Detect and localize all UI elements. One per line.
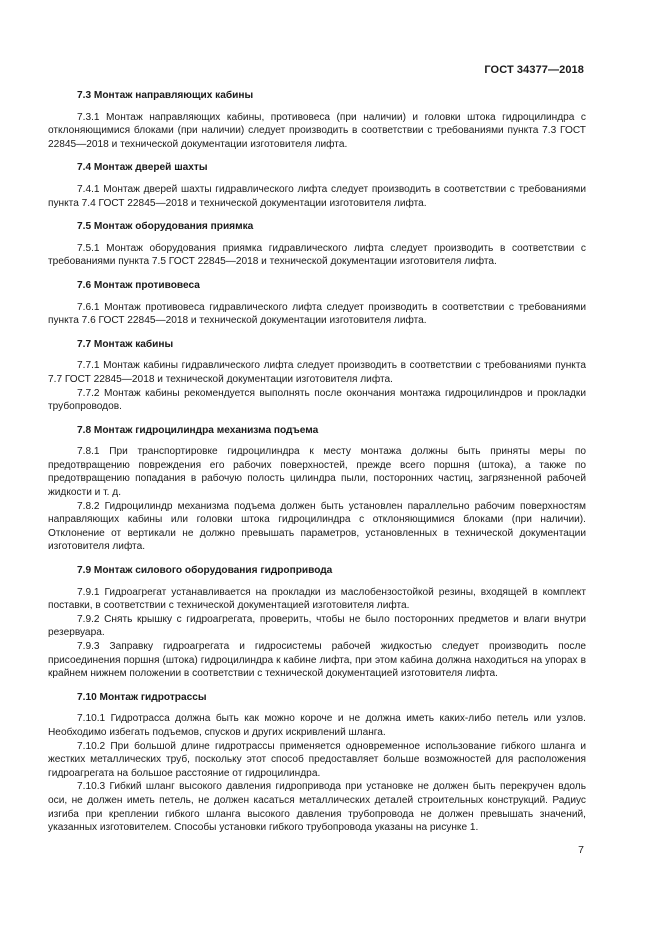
section-title: 7.3 Монтаж направляющих кабины [77, 90, 254, 101]
page-number: 7 [578, 844, 584, 856]
paragraph: 7.3.1 Монтаж направляющих кабины, противовеса (при наличии) и головки штока гидроцилиндра с отклоняющимися блоками (при наличии) следует производить в соответствии с требованиями пункта 7.3 ГОСТ 22845—2018 и технической документации изготовителя лифта. [48, 111, 586, 150]
document-body [48, 89, 586, 845]
paragraph: 7.7.1 Монтаж кабины гидравлического лифта следует производить в соответствии с требованиями пункта 7.7 ГОСТ 22845—2018 и технической документации изготовителя лифта. [48, 360, 586, 385]
section-title: 7.6 Монтаж противовеса [77, 279, 200, 291]
paragraph: 7.8.2 Гидроцилиндр механизма подъема должен быть установлен параллельно рабочим поверхностям направляющих кабины или головки штока гидроцилиндра с отклоняющимися блоками (при наличии). Отклонение от вертикали не должно превышать параметров, установленных в технической документации изготовителя лифта. [48, 500, 586, 553]
paragraph: 7.9.1 Гидроагрегат устанавливается на прокладки из маслобензостойкой резины, входящей в комплект поставки, в соответствии с технической документацией изготовителя лифта. [48, 586, 586, 612]
document-code-header: ГОСТ 34377—2018 [484, 64, 584, 76]
paragraph: 7.6.1 Монтаж противовеса гидравлического лифта следует производить в соответствии с требованиями пункта 7.6 ГОСТ 22845—2018 и технической документации изготовителя лифта. [48, 301, 586, 327]
paragraph: 7.10.1 Гидротрасса должна быть как можно короче и не должна иметь каких-либо петель или узлов. Необходимо избегать подъемов, спусков и других искривлений шланга. [48, 713, 586, 738]
paragraph: 7.10.2 При большой длине гидротрассы применяется одновременное использование гибкого шланга и жестких металлических труб, поскольку этот способ предоставляет больше возможностей для расположения гидроагрегата на большое расстояние от гидроцилиндра. [48, 740, 586, 779]
section-title: 7.10 Монтаж гидротрассы [77, 691, 207, 703]
section-title: 7.7 Монтаж кабины [77, 338, 174, 350]
section-7-9 [48, 564, 586, 681]
section-title: 7.9 Монтаж силового оборудования гидропривода [77, 565, 333, 577]
section-title: 7.5 Монтаж оборудования приямка [77, 221, 254, 233]
section-7-6 [48, 279, 586, 328]
section-7-7 [48, 338, 586, 414]
paragraph: 7.7.2 Монтаж кабины рекомендуется выполнять после окончания монтажа гидроцилиндров и прокладки трубопроводов. [48, 387, 586, 413]
section-title: 7.8 Монтаж гидроцилиндра механизма подъема [77, 424, 319, 436]
paragraph: 7.9.2 Снять крышку с гидроагрегата, проверить, чтобы не было посторонних предметов и влаги внутри резервуара. [48, 613, 586, 639]
section-title: 7.4 Монтаж дверей шахты [77, 162, 208, 174]
paragraph: 7.10.3 Гибкий шланг высокого давления гидропривода при установке не должен быть перекручен вдоль оси, не должен иметь петель, не должен касаться металлических деталей строительных конструкций. Радиус изгиба при креплении гибкого шланга высокого давления трубопровода не должен превышать значений, указанных изготовителем. Способы установки гибкого трубопровода указаны на рисунке 1. [48, 781, 586, 834]
section-7-10 [48, 691, 586, 835]
paragraph: 7.8.1 При транспортировке гидроцилиндра к месту монтажа должны быть приняты меры по предотвращению повреждения его рабочих поверхностей, прежде всего поршня (штока), а также по предотвращению попадания в рабочую полость цилиндра пыли, посторонних частиц, загрязненной рабочей жидкости и т. д. [48, 446, 586, 499]
paragraph: 7.4.1 Монтаж дверей шахты гидравлического лифта следует производить в соответствии с требованиями пункта 7.4 ГОСТ 22845—2018 и технической документации изготовителя лифта. [48, 183, 586, 209]
section-7-3 [48, 89, 586, 151]
paragraph: 7.5.1 Монтаж оборудования приямка гидравлического лифта следует производить в соответствии с требованиями пункта 7.5 ГОСТ 22845—2018 и технической документации изготовителя лифта. [48, 242, 586, 268]
section-7-5 [48, 220, 586, 269]
section-7-8 [48, 424, 586, 554]
paragraph: 7.9.3 Заправку гидроагрегата и гидросистемы рабочей жидкостью следует производить после присоединения поршня (штока) гидроцилиндра к кабине лифта, при этом кабина должна находиться на упорах в крайнем нижнем положении в соответствии с технической документацией изготовителя лифта. [48, 641, 586, 680]
section-7-4 [48, 161, 586, 210]
